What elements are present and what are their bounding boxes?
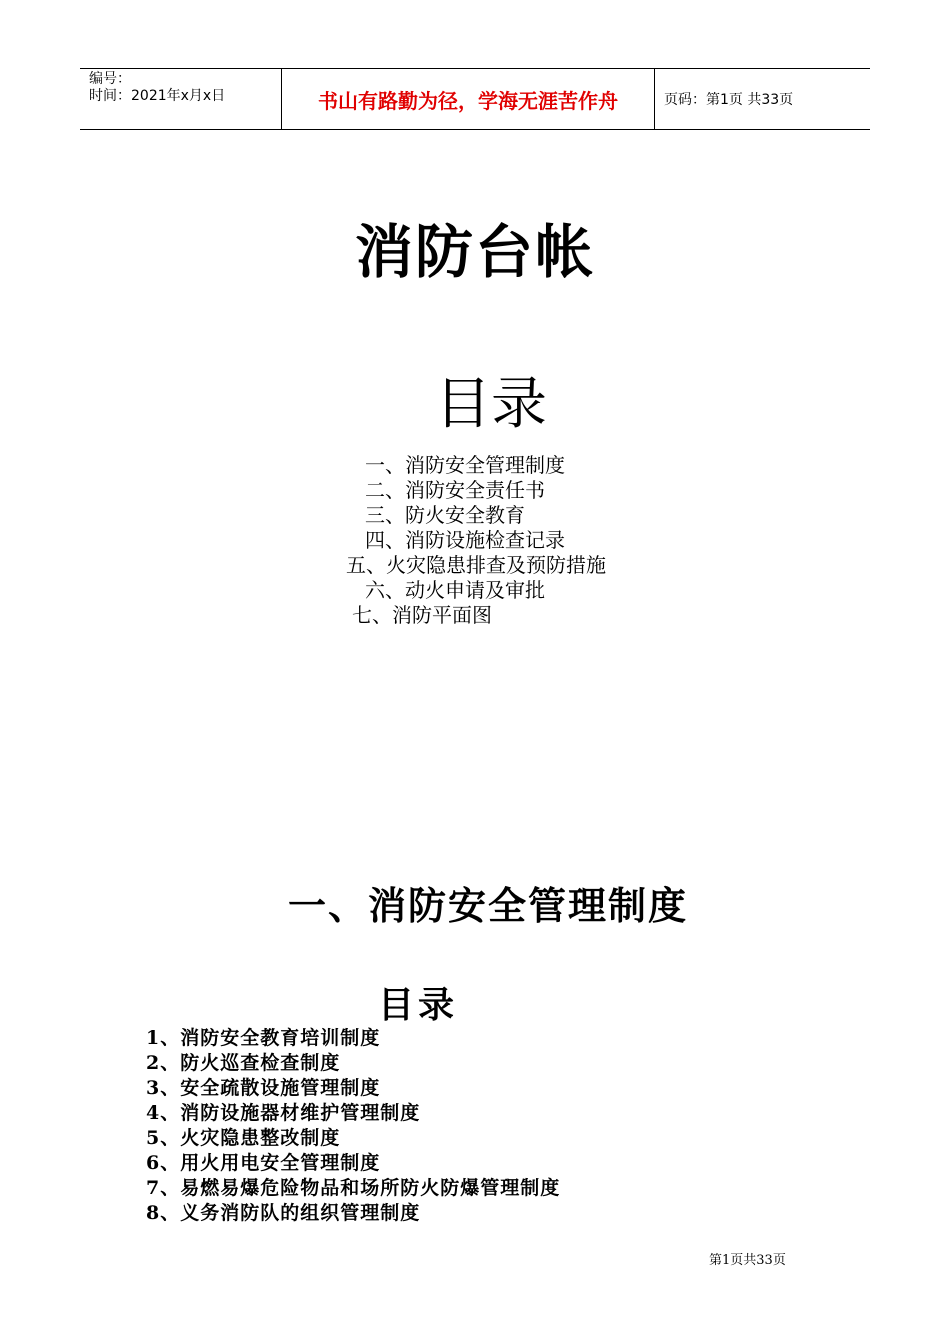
toc-item: 一、消防安全管理制度 (365, 453, 565, 477)
toc-title: 目录 (435, 372, 547, 437)
toc-item: 四、消防设施检查记录 (365, 528, 565, 552)
toc-item: 二、消防安全责任书 (365, 478, 545, 502)
section-toc-title: 目录 (378, 985, 459, 1026)
document-date: 时间：2021年x月x日 (89, 88, 226, 104)
list-item: 7、易燃易爆危险物品和场所防火防爆管理制度 (146, 1177, 561, 1199)
list-item: 6、用火用电安全管理制度 (146, 1152, 381, 1174)
page-header (80, 68, 870, 130)
toc-item: 六、动火申请及审批 (365, 578, 545, 602)
toc-item: 三、防火安全教育 (365, 503, 525, 527)
header-meta (80, 69, 281, 129)
list-item: 3、安全疏散设施管理制度 (146, 1077, 381, 1099)
document-number-label: 编号： (89, 71, 131, 87)
toc-item: 五、火灾隐患排查及预防措施 (346, 553, 606, 577)
section-title: 一、消防安全管理制度 (288, 884, 689, 928)
list-item: 4、消防设施器材维护管理制度 (146, 1102, 421, 1124)
list-item: 8、义务消防队的组织管理制度 (146, 1202, 421, 1224)
section-toc-list (146, 1026, 560, 1226)
header-page-info: 页码：第1页 共33页 (664, 92, 794, 108)
list-item: 5、火灾隐患整改制度 (146, 1127, 341, 1149)
header-motto: 书山有路勤为径，学海无涯苦作舟 (281, 69, 655, 129)
document-title: 消防台帐 (354, 218, 595, 286)
toc-item: 七、消防平面图 (352, 603, 492, 627)
page-footer: 第1页共33页 (709, 1253, 786, 1268)
list-item: 2、防火巡查检查制度 (146, 1052, 341, 1074)
list-item: 1、消防安全教育培训制度 (146, 1027, 381, 1049)
